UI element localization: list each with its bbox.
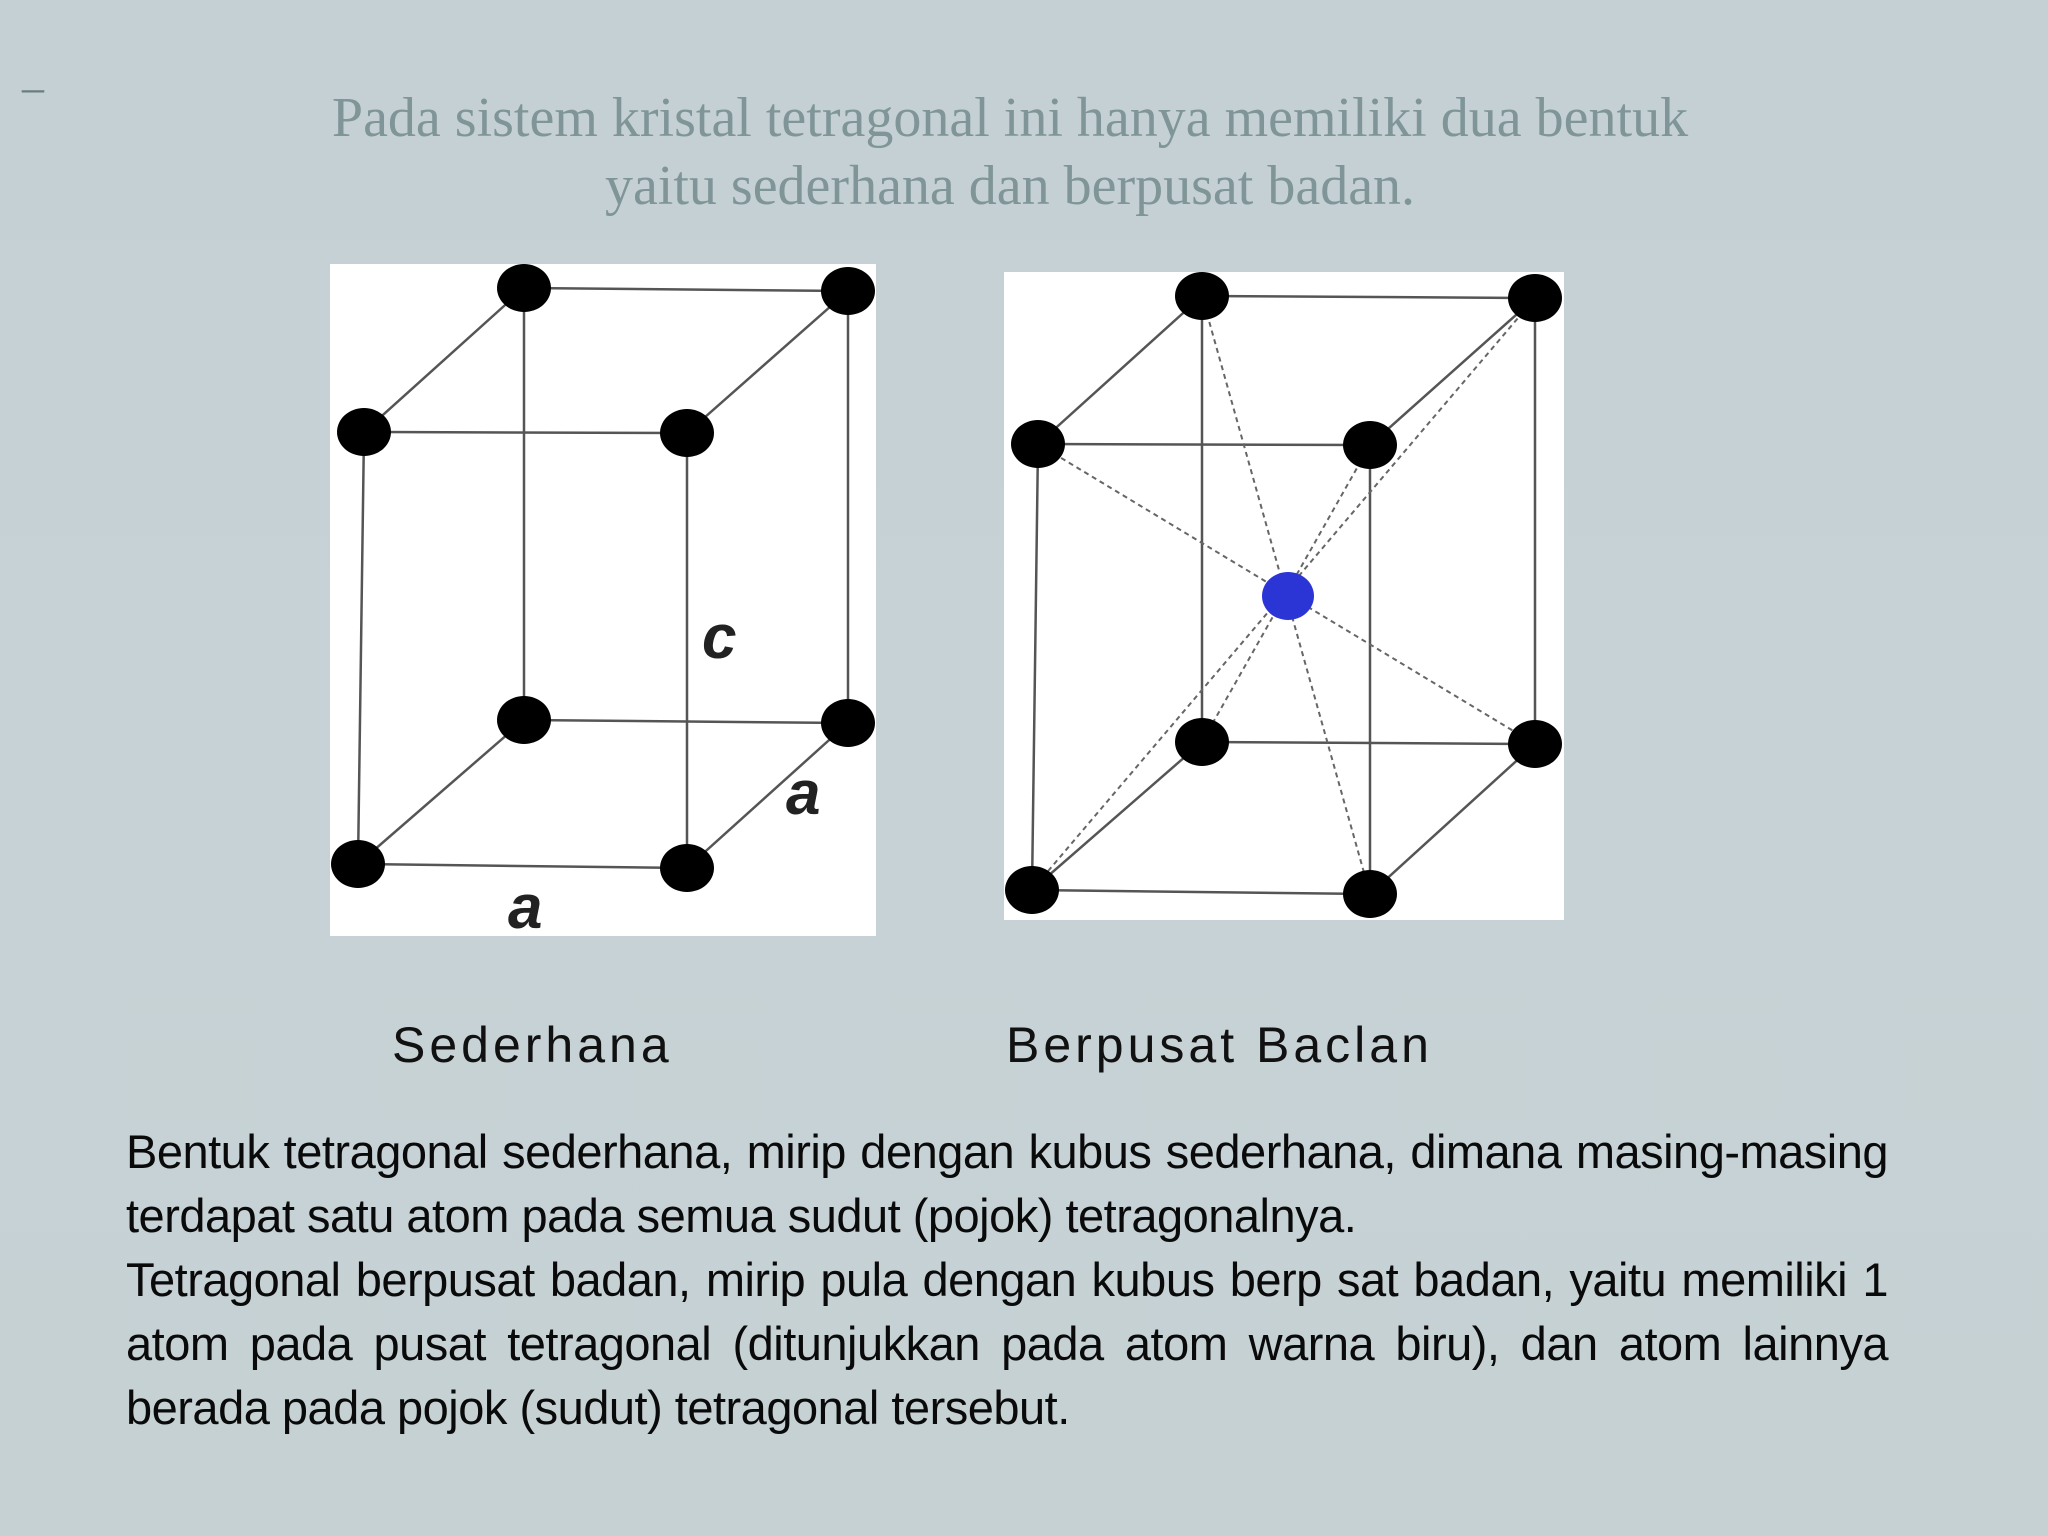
atom bbox=[821, 699, 875, 747]
caption-simple: Sederhana bbox=[392, 1017, 673, 1073]
edge bbox=[687, 723, 848, 868]
label-c: c bbox=[702, 603, 737, 672]
body-centered-tetragonal-diagram bbox=[1004, 272, 1564, 920]
slide-title bbox=[150, 84, 1870, 220]
edge bbox=[1032, 742, 1202, 890]
simple-tetragonal-diagram bbox=[330, 264, 876, 936]
atom bbox=[331, 840, 385, 888]
edge bbox=[1038, 296, 1202, 444]
atom bbox=[821, 267, 875, 315]
atom bbox=[1175, 718, 1229, 766]
atom bbox=[1175, 272, 1229, 320]
edge bbox=[358, 720, 524, 864]
atom bbox=[1343, 421, 1397, 469]
paragraph-simple: Bentuk tetragonal sederhana, mirip dengan kubus sederhana, dimana masing-masing terdapat satu atom pada semua sudut (pojok) tetragonalnya. bbox=[126, 1125, 1888, 1242]
atom bbox=[1508, 274, 1562, 322]
caption-body-centered: Berpusat Baclan bbox=[1006, 1017, 1433, 1073]
atom bbox=[1005, 866, 1059, 914]
simple-tetragonal-svg bbox=[330, 264, 876, 936]
atom bbox=[660, 409, 714, 457]
atom bbox=[1508, 720, 1562, 768]
edge bbox=[364, 432, 687, 433]
center-atom bbox=[1262, 572, 1314, 620]
atom bbox=[1011, 420, 1065, 468]
atom bbox=[660, 844, 714, 892]
edge bbox=[1370, 298, 1535, 445]
edge bbox=[358, 864, 687, 868]
edge bbox=[687, 291, 848, 433]
edge bbox=[1038, 444, 1370, 445]
edge bbox=[1202, 296, 1535, 298]
title-line-2: yaitu sederhana dan berpusat badan. bbox=[604, 155, 1416, 217]
edge bbox=[1032, 444, 1038, 890]
slide-dash: – bbox=[22, 63, 44, 112]
title-line-1: Pada sistem kristal tetragonal ini hanya memiliki dua bentuk bbox=[331, 87, 1689, 149]
paragraph-body-centered: Tetragonal berpusat badan, mirip pula dengan kubus berp sat badan, yaitu memiliki 1 atom pada pusat tetragonal (ditunjukkan pada atom warna biru), dan atom lainnya berada pada pojok (sudut) tetragonal tersebut. bbox=[126, 1253, 1888, 1434]
edge bbox=[364, 288, 524, 432]
edge bbox=[1202, 742, 1535, 744]
edge bbox=[358, 432, 364, 864]
label-a-front: a bbox=[508, 873, 543, 936]
edge bbox=[524, 288, 848, 291]
description-text bbox=[126, 1120, 1888, 1440]
atom bbox=[497, 264, 551, 312]
simple-edges bbox=[358, 288, 848, 868]
atom bbox=[497, 696, 551, 744]
atom bbox=[337, 408, 391, 456]
edge bbox=[1370, 744, 1535, 894]
edge bbox=[1032, 890, 1370, 894]
atom bbox=[1343, 870, 1397, 918]
body-centered-tetragonal-svg bbox=[1004, 272, 1564, 920]
label-a-side: a bbox=[786, 759, 821, 828]
